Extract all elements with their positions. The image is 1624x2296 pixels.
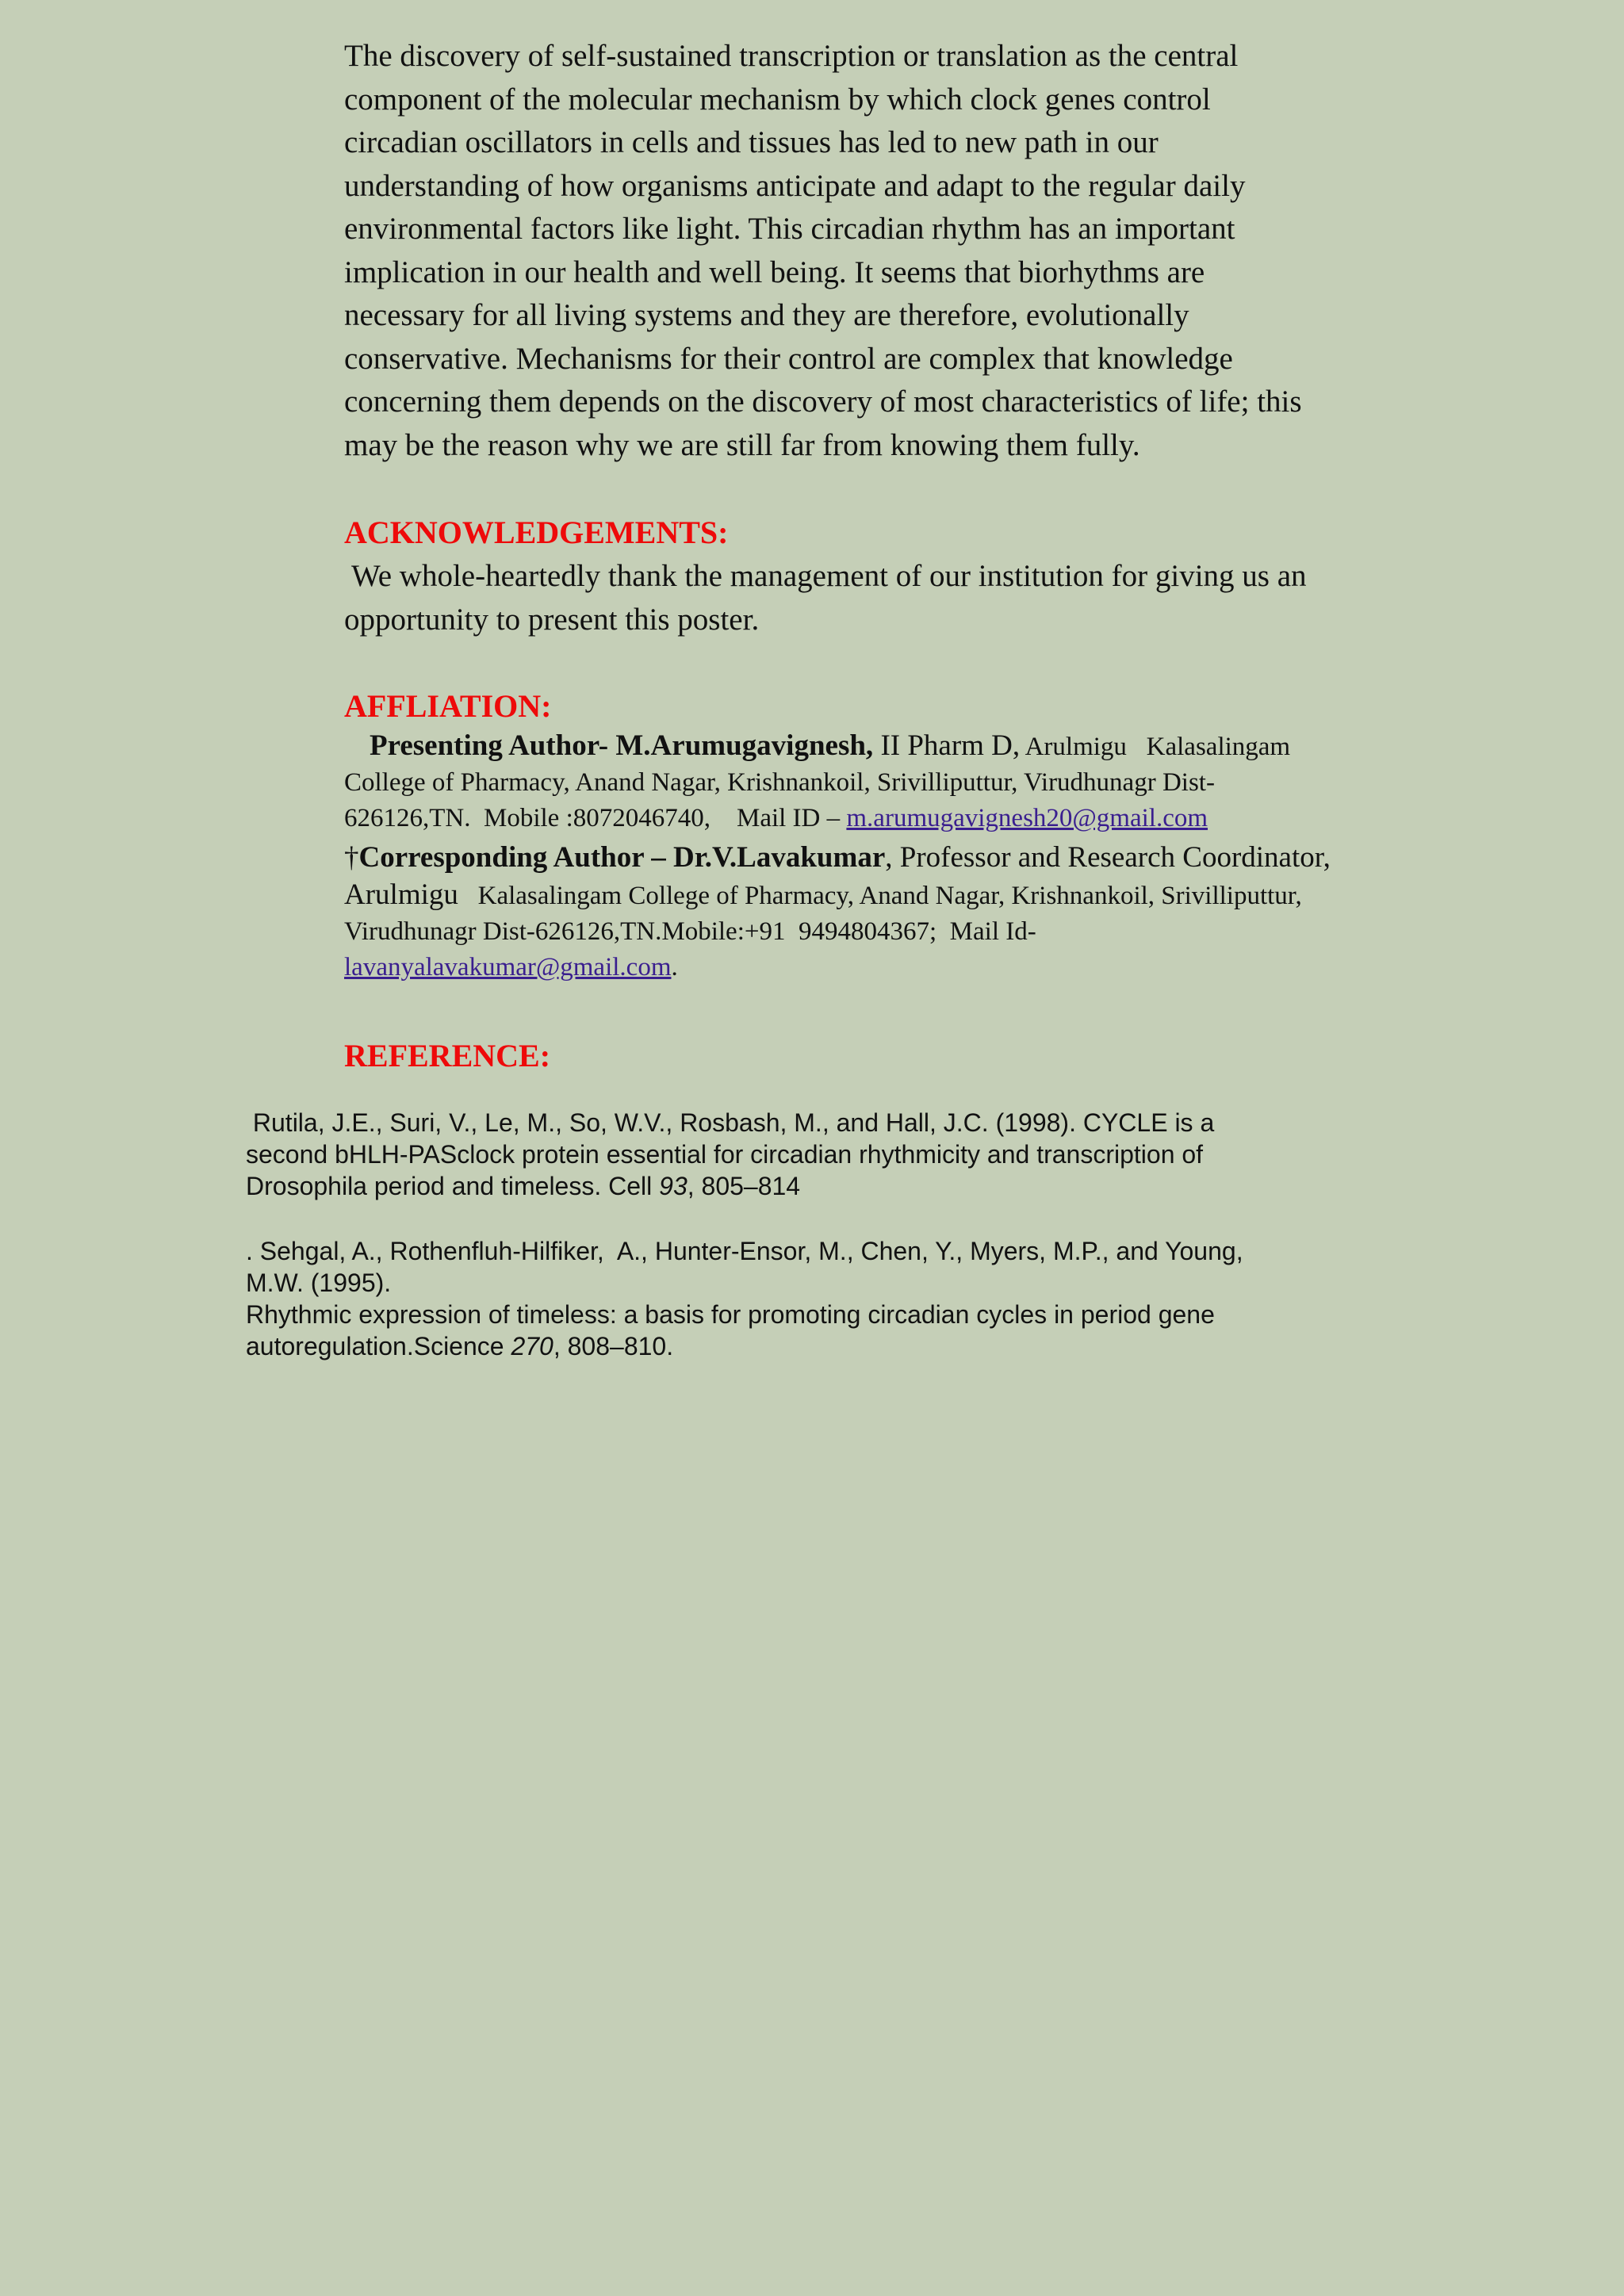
corresponding-email-line — [344, 950, 1391, 985]
presenting-author-name: Presenting Author- M.Arumugavignesh, — [370, 729, 874, 762]
corresponding-address — [344, 877, 1391, 914]
presenting-contact — [344, 801, 1391, 836]
intro-line: circadian oscillators in cells and tissues has led to new path in our — [344, 125, 1159, 159]
ref2-line: Rhythmic expression of timeless: a basis for promoting circadian cycles in period gene — [246, 1300, 1215, 1329]
ref1-volume: 93 — [659, 1172, 688, 1200]
ref1-pages: , 805–814 — [687, 1172, 801, 1200]
intro-line: necessary for all living systems and they are therefore, evolutionally — [344, 298, 1189, 332]
reference-heading: REFERENCE: — [344, 1038, 551, 1073]
intro-line: conservative. Mechanisms for their control are complex that knowledge — [344, 341, 1233, 376]
ref2-line: M.W. (1995). — [246, 1269, 392, 1297]
corresponding-trailing: . — [671, 953, 678, 982]
presenting-author-line — [344, 727, 1391, 765]
intro-line: environmental factors like light. This circadian rhythm has an important — [344, 212, 1235, 246]
presenting-address: College of Pharmacy, Anand Nagar, Krishnankoil, Srivilliputtur, Virudhunagr Dist- — [344, 768, 1215, 797]
intro-line: implication in our health and well being. It seems that biorhythms are — [344, 254, 1205, 289]
affiliation-heading: AFFLIATION: — [344, 688, 552, 724]
ack-line: We whole-heartedly thank the management of our institution for giving us an — [344, 559, 1307, 593]
acknowledgements-heading: ACKNOWLEDGEMENTS: — [344, 515, 729, 550]
intro-line: The discovery of self-sustained transcription or translation as the central — [344, 39, 1239, 73]
presenting-mobile: 626126,TN. Mobile :8072046740, Mail ID – — [344, 804, 847, 832]
corresponding-address-start: Arulmigu — [344, 878, 458, 911]
intro-line: understanding of how organisms anticipate and adapt to the regular daily — [344, 168, 1246, 203]
reference-item — [246, 1235, 1356, 1362]
intro-line: concerning them depends on the discovery of most characteristics of life; this — [344, 385, 1302, 419]
ref1-line: Drosophila period and timeless. Cell — [246, 1172, 660, 1200]
corresponding-author-line — [344, 839, 1391, 877]
conclusion-paragraph — [344, 35, 1375, 467]
corresponding-author-name: Corresponding Author – Dr.V.Lavakumar — [358, 841, 886, 874]
ref1-line: second bHLH-PASclock protein essential for circadian rhythmicity and transcription of — [246, 1140, 1204, 1169]
corresponding-address-rest: Kalasalingam College of Pharmacy, Anand Nagar, Krishnankoil, Srivilliputtur, — [458, 882, 1302, 910]
intro-line: component of the molecular mechanism by which clock genes control — [344, 82, 1211, 117]
ack-line: opportunity to present this poster. — [344, 602, 760, 637]
ref2-volume: 270 — [511, 1332, 553, 1360]
reference-list — [246, 1107, 1356, 1395]
corresponding-contact: Virudhunagr Dist-626126,TN.Mobile:+91 9494804367; Mail Id- — [344, 917, 1036, 946]
ref2-pages: , 808–810. — [553, 1332, 674, 1360]
corresponding-email-link[interactable]: lavanyalavakumar@gmail.com — [344, 953, 672, 982]
ref2-line: autoregulation.Science — [246, 1332, 511, 1360]
presenting-college-start: Arulmigu Kalasalingam — [1020, 733, 1291, 761]
corresponding-author-title: , Professor and Research Coordinator, — [885, 841, 1331, 874]
presenting-author-degree: II Pharm D, — [873, 729, 1021, 762]
corresponding-author-block — [344, 839, 1391, 985]
intro-line: may be the reason why we are still far from knowing them fully. — [344, 427, 1140, 462]
presenting-author-block — [344, 727, 1391, 836]
ref2-line: . Sehgal, A., Rothenfluh-Hilfiker, A., Hunter-Ensor, M., Chen, Y., Myers, M.P., and Young, — [246, 1237, 1243, 1265]
presenting-email-link[interactable]: m.arumugavignesh20@gmail.com — [846, 804, 1208, 832]
acknowledgements-text — [344, 555, 1375, 641]
reference-item — [246, 1107, 1356, 1202]
dagger-symbol: † — [344, 841, 359, 874]
ref1-line: Rutila, J.E., Suri, V., Le, M., So, W.V., Rosbash, M., and Hall, J.C. (1998). CYCLE is a — [246, 1108, 1215, 1137]
